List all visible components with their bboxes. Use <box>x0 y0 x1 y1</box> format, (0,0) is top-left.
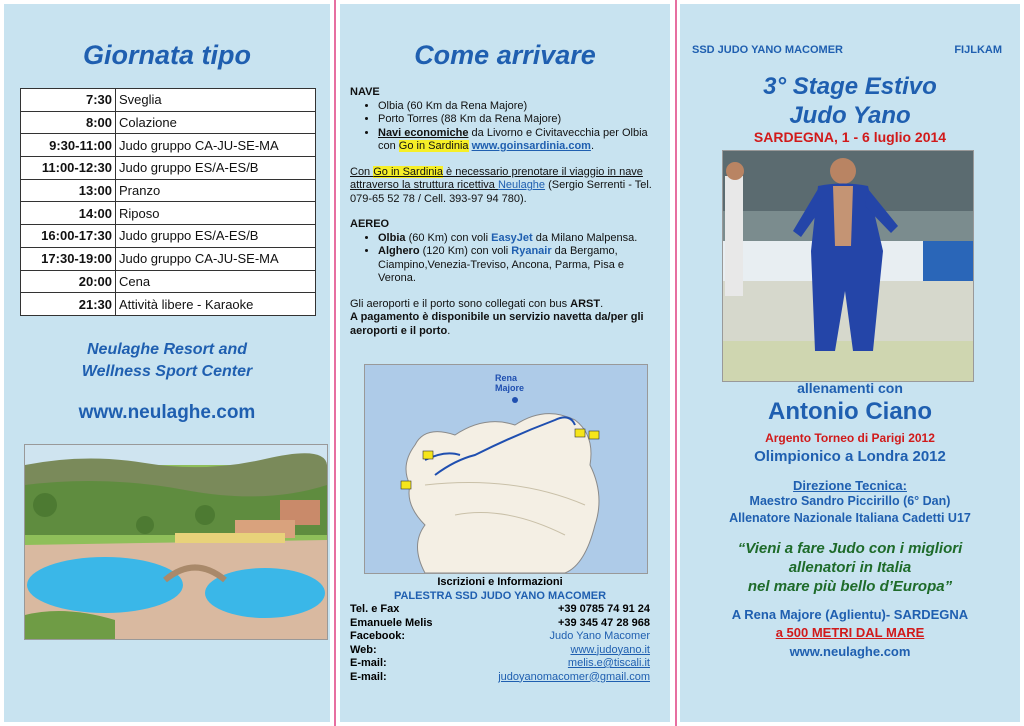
schedule-row <box>21 179 316 202</box>
text-span: Gli aeroporti e il porto sono collegati con bus <box>350 297 571 310</box>
contact-label: Facebook: <box>350 630 406 642</box>
text-span: A pagamento è disponibile un servizio navetta da/per gli aeroporti e il porto <box>350 311 644 337</box>
schedule-time: 7:30 <box>21 89 116 112</box>
resort-illustration <box>25 445 327 639</box>
text-span: ARST <box>570 297 601 310</box>
schedule-time: 16:00-17:30 <box>21 225 116 248</box>
schedule-activity: Colazione <box>116 111 316 134</box>
text-span: (Sergio Serrenti - Tel. 079-65 52 78 / Cell. 393-97 94 780). <box>350 179 652 205</box>
flight-list <box>350 232 662 286</box>
location: A Rena Majore (Aglientu)- SARDEGNA <box>731 607 969 622</box>
schedule-activity: Cena <box>116 270 316 293</box>
director: Maestro Sandro Piccirillo (6° Dan) <box>749 494 951 508</box>
text-span: Con <box>350 165 374 178</box>
list-item <box>378 127 662 154</box>
sea-distance: a 500 METRI DAL MARE <box>775 625 925 640</box>
schedule-time: 13:00 <box>21 179 116 202</box>
schedule-row <box>21 270 316 293</box>
resort-line: Wellness Sport Center <box>81 363 253 380</box>
text-span: Go in Sardinia <box>373 165 443 178</box>
website-link[interactable]: www.neulaghe.com <box>789 644 911 659</box>
text-span: è necessario prenotare il viaggio in nave attraverso la struttura ricettiva <box>350 165 643 191</box>
text-span: (60 Km) con voli <box>405 231 492 244</box>
contact-value[interactable]: www.judoyano.it <box>570 643 650 656</box>
contact-value[interactable]: Judo Yano Macomer <box>549 630 650 642</box>
event-title <box>680 72 1020 130</box>
panel-title: Giornata tipo <box>83 40 251 70</box>
contact-value[interactable]: melis.e@tiscali.it <box>567 657 650 669</box>
contact-row <box>350 603 650 617</box>
list-item <box>378 245 662 286</box>
resort-line: Neulaghe Resort and <box>86 341 248 358</box>
schedule-time: 8:00 <box>21 111 116 134</box>
schedule-time: 20:00 <box>21 270 116 293</box>
schedule-time: 14:00 <box>21 202 116 225</box>
link[interactable]: www.goinsardinia.com <box>471 140 591 152</box>
map-label-line: Rena <box>495 373 518 383</box>
training-with: allenamenti con <box>797 380 903 396</box>
contact-row <box>350 617 650 631</box>
link[interactable]: Neulaghe <box>497 179 546 191</box>
map-label <box>495 373 524 393</box>
schedule-activity: Judo gruppo CA-JU-SE-MA <box>116 134 316 157</box>
schedule-row <box>21 134 316 157</box>
contact-label: E-mail: <box>350 657 387 669</box>
contact-label: Tel. e Fax <box>350 603 400 615</box>
schedule-row <box>21 89 316 112</box>
text-span: Ryanair <box>511 245 552 257</box>
title-line: Judo Yano <box>789 102 911 129</box>
section-heading: AEREO <box>350 218 390 230</box>
event-dates: SARDEGNA, 1 - 6 luglio 2014 <box>753 129 947 145</box>
org-name: SSD JUDO YANO MACOMER <box>692 44 843 56</box>
schedule-table <box>20 88 316 316</box>
contact-row <box>350 671 650 685</box>
panel-directions <box>340 4 670 722</box>
text-span: Alghero <box>378 245 420 257</box>
list-item <box>378 232 662 246</box>
schedule-row <box>21 293 316 316</box>
ferry-list <box>350 100 662 154</box>
text-span: Olbia <box>378 231 406 244</box>
sardinia-map <box>364 364 648 574</box>
list-item: • Olbia (60 Km da Rena Majore) <box>378 100 662 114</box>
text-span: EasyJet <box>491 231 533 244</box>
resort-name <box>4 339 330 383</box>
schedule-time: 11:00-12:30 <box>21 157 116 180</box>
schedule-activity: Attività libere - Karaoke <box>116 293 316 316</box>
contact-value: +39 345 47 28 968 <box>557 616 650 629</box>
contact-value: +39 0785 74 91 24 <box>557 603 650 615</box>
map-label-line: Majore <box>495 383 525 393</box>
schedule-activity: Judo gruppo CA-JU-SE-MA <box>116 247 316 270</box>
achievement: Olimpionico a Londra 2012 <box>754 448 946 465</box>
schedule-activity: Pranzo <box>116 179 316 202</box>
schedule-activity: Judo gruppo ES/A-ES/B <box>116 225 316 248</box>
quote-line: “Vieni a fare Judo con i migliori <box>737 540 963 557</box>
panel-cover <box>680 4 1020 722</box>
schedule-row <box>21 157 316 180</box>
text-span: (120 Km) con voli <box>419 245 512 257</box>
contact-label: E-mail: <box>350 670 387 683</box>
schedule-time: 21:30 <box>21 293 116 316</box>
fold-line <box>334 0 336 726</box>
text-span: da Bergamo, Ciampino,Venezia-Treviso, Ancona, Parma, Pisa e Verona. <box>378 245 624 284</box>
schedule-row <box>21 225 316 248</box>
schedule-activity: Riposo <box>116 202 316 225</box>
text-span: Navi economiche <box>378 126 469 139</box>
text-span: da Livorno e Civitavecchia per Olbia con <box>378 126 648 152</box>
title-line: 3° Stage Estivo <box>763 73 937 100</box>
athlete-illustration <box>723 151 973 381</box>
contact-info <box>350 576 650 684</box>
schedule-activity: Sveglia <box>116 89 316 112</box>
fold-line <box>675 0 677 726</box>
list-item: • Porto Torres (88 Km da Rena Majore) <box>378 113 662 127</box>
schedule-time: 17:30-19:00 <box>21 247 116 270</box>
athlete-photo <box>722 150 974 382</box>
booking-note <box>350 166 662 207</box>
federation-name: FIJLKAM <box>954 44 1002 56</box>
contact-row <box>350 657 650 671</box>
contact-label: Web: <box>350 643 377 656</box>
schedule-time: 9:30-11:00 <box>21 134 116 157</box>
section-heading: NAVE <box>350 86 380 98</box>
text-span: da Milano Malpensa. <box>532 231 638 244</box>
text-span: . <box>590 140 595 152</box>
info-org: PALESTRA SSD JUDO YANO MACOMER <box>393 589 607 602</box>
map-illustration <box>365 365 647 573</box>
direction-heading: Direzione Tecnica: <box>793 478 907 493</box>
contact-value[interactable]: judoyanomacomer@gmail.com <box>498 670 650 683</box>
schedule-row <box>21 202 316 225</box>
quote-line: nel mare più bello d’Europa” <box>747 578 953 595</box>
text-span: . <box>600 297 604 310</box>
panel-title: Come arrivare <box>414 40 596 70</box>
director-role: Allenatore Nazionale Italiana Cadetti U17 <box>729 511 971 525</box>
text-span: . <box>447 324 451 337</box>
text-span: Go in Sardinia <box>398 140 469 152</box>
schedule-row <box>21 111 316 134</box>
contacts-list <box>350 603 650 684</box>
event-quote <box>680 539 1020 596</box>
contact-label: Emanuele Melis <box>350 616 433 629</box>
resort-photo <box>24 444 328 640</box>
bus-note <box>350 298 662 339</box>
directions-text <box>350 86 662 338</box>
panel-daily-schedule <box>4 4 330 722</box>
contact-row <box>350 630 650 644</box>
info-heading: Iscrizioni e Informazioni <box>437 576 563 588</box>
achievement: Argento Torneo di Parigi 2012 <box>765 431 935 445</box>
athlete-name: Antonio Ciano <box>768 398 932 425</box>
contact-row <box>350 644 650 658</box>
schedule-row <box>21 247 316 270</box>
schedule-activity: Judo gruppo ES/A-ES/B <box>116 157 316 180</box>
quote-line: allenatori in Italia <box>788 559 912 576</box>
website-link[interactable]: www.neulaghe.com <box>78 402 256 423</box>
